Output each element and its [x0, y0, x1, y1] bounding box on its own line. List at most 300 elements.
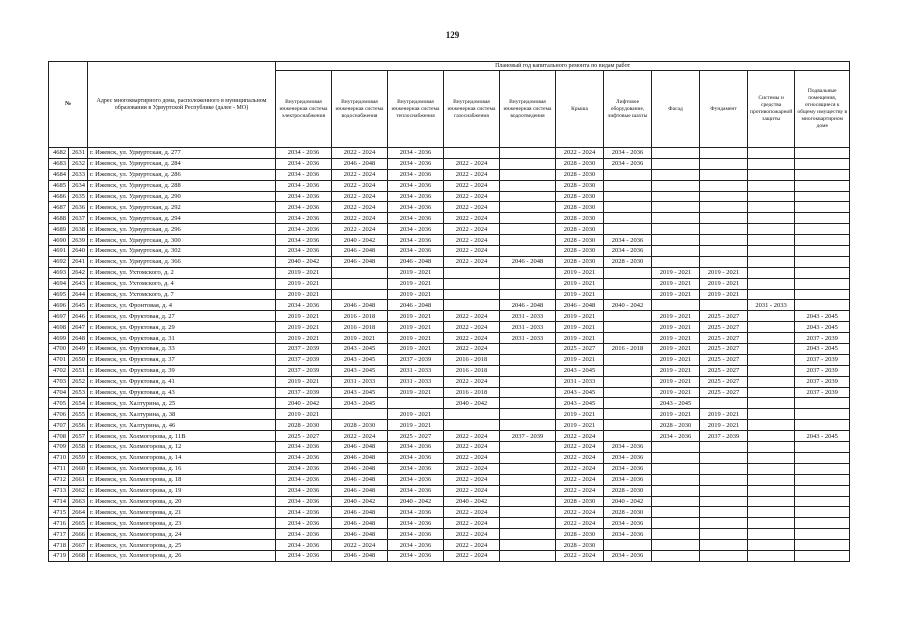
period-cell-sewerage: 2031 - 2033 [500, 322, 556, 333]
period-cell-elevator [604, 333, 652, 344]
period-cell-roof: 2043 - 2045 [556, 398, 604, 409]
period-cell-roof: 2022 - 2024 [556, 463, 604, 474]
period-cell-heating: 2019 - 2021 [388, 289, 444, 300]
period-cell-sewerage [500, 202, 556, 213]
period-cell-gas-supply: 2040 - 2042 [444, 496, 500, 507]
table-row [49, 148, 850, 159]
row-number-cell: 4700 [49, 344, 69, 355]
period-cell-gas-supply: 2022 - 2024 [444, 246, 500, 257]
period-cell-basement [795, 463, 850, 474]
row-number-cell: 4708 [49, 431, 69, 442]
period-cell-heating: 2034 - 2036 [388, 550, 444, 561]
period-cell-electricity: 2034 - 2036 [276, 180, 332, 191]
period-cell-fire-protection: 2031 - 2033 [748, 300, 795, 311]
period-cell-sewerage [500, 507, 556, 518]
row-number-cell: 4703 [49, 376, 69, 387]
table-row [49, 267, 850, 278]
period-cell-electricity: 2019 - 2021 [276, 267, 332, 278]
period-cell-roof: 2028 - 2030 [556, 213, 604, 224]
period-cell-sewerage [500, 420, 556, 431]
period-cell-basement [795, 300, 850, 311]
period-cell-elevator: 2034 - 2036 [604, 518, 652, 529]
address-cell: г. Ижевск, ул. Удмуртская, д. 366 [88, 256, 276, 267]
house-id-cell: 2645 [69, 300, 88, 311]
period-cell-roof: 2019 - 2021 [556, 420, 604, 431]
period-cell-basement [795, 224, 850, 235]
period-cell-elevator [604, 387, 652, 398]
period-cell-foundation: 2037 - 2039 [700, 431, 748, 442]
table-row [49, 333, 850, 344]
period-cell-facade [652, 148, 700, 159]
period-cell-gas-supply: 2022 - 2024 [444, 322, 500, 333]
period-cell-fire-protection [748, 311, 795, 322]
period-cell-foundation [700, 550, 748, 561]
address-cell: г. Ижевск, ул. Холмогорова, д. 12 [88, 442, 276, 453]
period-cell-basement [795, 235, 850, 246]
period-cell-water-supply [332, 409, 388, 420]
table-row [49, 442, 850, 453]
period-cell-heating: 2019 - 2021 [388, 311, 444, 322]
period-cell-fire-protection [748, 202, 795, 213]
period-cell-fire-protection [748, 474, 795, 485]
period-cell-basement [795, 485, 850, 496]
period-cell-basement [795, 289, 850, 300]
period-cell-gas-supply: 2022 - 2024 [444, 158, 500, 169]
period-cell-electricity: 2034 - 2036 [276, 235, 332, 246]
period-cell-water-supply: 2046 - 2048 [332, 529, 388, 540]
period-cell-foundation [700, 148, 748, 159]
period-cell-fire-protection [748, 213, 795, 224]
period-cell-fire-protection [748, 376, 795, 387]
address-cell: г. Ижевск, ул. Фруктовая, д. 29 [88, 322, 276, 333]
address-cell: г. Ижевск, ул. Удмуртская, д. 288 [88, 180, 276, 191]
period-cell-gas-supply: 2022 - 2024 [444, 333, 500, 344]
period-cell-foundation: 2025 - 2027 [700, 322, 748, 333]
period-cell-elevator: 2034 - 2036 [604, 158, 652, 169]
period-cell-facade [652, 452, 700, 463]
period-cell-fire-protection [748, 550, 795, 561]
period-cell-heating: 2034 - 2036 [388, 485, 444, 496]
table-row [49, 246, 850, 257]
row-number-cell: 4704 [49, 387, 69, 398]
period-cell-fire-protection [748, 540, 795, 551]
period-cell-foundation [700, 529, 748, 540]
period-cell-roof: 2022 - 2024 [556, 518, 604, 529]
period-cell-foundation [700, 442, 748, 453]
period-cell-elevator [604, 398, 652, 409]
period-cell-fire-protection [748, 507, 795, 518]
period-cell-elevator [604, 289, 652, 300]
period-cell-electricity: 2019 - 2021 [276, 409, 332, 420]
work-header-water-supply: Внутридомовая инженерная система водоснабжения [332, 71, 388, 148]
period-cell-facade: 2043 - 2045 [652, 398, 700, 409]
period-cell-water-supply: 2016 - 2018 [332, 311, 388, 322]
period-cell-basement [795, 398, 850, 409]
period-cell-foundation: 2025 - 2027 [700, 344, 748, 355]
period-cell-fire-protection [748, 289, 795, 300]
period-cell-electricity: 2019 - 2021 [276, 333, 332, 344]
address-cell: г. Ижевск, ул. Холмогорова, д. 18 [88, 474, 276, 485]
period-cell-roof: 2019 - 2021 [556, 409, 604, 420]
period-cell-heating: 2034 - 2036 [388, 474, 444, 485]
period-cell-facade [652, 256, 700, 267]
period-cell-gas-supply: 2022 - 2024 [444, 344, 500, 355]
period-cell-fire-protection [748, 529, 795, 540]
period-cell-water-supply: 2022 - 2024 [332, 431, 388, 442]
row-number-cell: 4706 [49, 409, 69, 420]
period-cell-roof: 2028 - 2030 [556, 202, 604, 213]
period-cell-fire-protection [748, 365, 795, 376]
address-cell: г. Ижевск, ул. Удмуртская, д. 284 [88, 158, 276, 169]
period-cell-gas-supply: 2022 - 2024 [444, 311, 500, 322]
period-cell-sewerage [500, 246, 556, 257]
address-cell: г. Ижевск, ул. Холмогорова, д. 21 [88, 507, 276, 518]
period-cell-facade: 2019 - 2021 [652, 322, 700, 333]
house-id-cell: 2668 [69, 550, 88, 561]
period-cell-heating: 2031 - 2033 [388, 376, 444, 387]
period-cell-fire-protection [748, 485, 795, 496]
period-cell-heating: 2019 - 2021 [388, 420, 444, 431]
period-cell-heating: 2019 - 2021 [388, 387, 444, 398]
period-cell-foundation [700, 202, 748, 213]
period-cell-heating: 2034 - 2036 [388, 148, 444, 159]
house-id-cell: 2667 [69, 540, 88, 551]
house-id-cell: 2655 [69, 409, 88, 420]
table-row [49, 398, 850, 409]
period-cell-roof: 2028 - 2030 [556, 235, 604, 246]
period-cell-water-supply: 2043 - 2045 [332, 344, 388, 355]
house-id-cell: 2633 [69, 169, 88, 180]
period-cell-gas-supply: 2022 - 2024 [444, 213, 500, 224]
period-cell-gas-supply: 2022 - 2024 [444, 442, 500, 453]
row-number-cell: 4693 [49, 267, 69, 278]
row-number-cell: 4687 [49, 202, 69, 213]
period-cell-electricity: 2034 - 2036 [276, 485, 332, 496]
row-number-cell: 4696 [49, 300, 69, 311]
period-cell-sewerage [500, 409, 556, 420]
period-cell-foundation: 2025 - 2027 [700, 333, 748, 344]
period-cell-basement [795, 518, 850, 529]
row-number-cell: 4682 [49, 148, 69, 159]
period-cell-electricity: 2034 - 2036 [276, 507, 332, 518]
table-row [49, 518, 850, 529]
period-cell-foundation: 2019 - 2021 [700, 289, 748, 300]
period-cell-sewerage [500, 474, 556, 485]
period-cell-fire-protection [748, 496, 795, 507]
period-cell-fire-protection [748, 180, 795, 191]
period-cell-heating [388, 398, 444, 409]
period-cell-water-supply: 2046 - 2048 [332, 507, 388, 518]
address-cell: г. Ижевск, ул. Халтурина, д. 38 [88, 409, 276, 420]
period-cell-basement [795, 246, 850, 257]
table-row [49, 431, 850, 442]
period-cell-roof: 2019 - 2021 [556, 354, 604, 365]
period-cell-elevator: 2034 - 2036 [604, 246, 652, 257]
period-cell-foundation [700, 518, 748, 529]
period-cell-roof: 2028 - 2030 [556, 158, 604, 169]
period-cell-fire-protection [748, 409, 795, 420]
address-cell: г. Ижевск, ул. Холмогорова, д. 26 [88, 550, 276, 561]
address-cell: г. Ижевск, ул. Холмогорова, д. 24 [88, 529, 276, 540]
period-cell-facade [652, 191, 700, 202]
row-number-cell: 4711 [49, 463, 69, 474]
period-cell-gas-supply [444, 267, 500, 278]
period-cell-roof: 2022 - 2024 [556, 452, 604, 463]
period-cell-roof: 2022 - 2024 [556, 148, 604, 159]
house-id-cell: 2638 [69, 224, 88, 235]
address-cell: г. Ижевск, ул. Ухтомского, д. 2 [88, 267, 276, 278]
address-cell: г. Ижевск, ул. Холмогорова, д. 16 [88, 463, 276, 474]
period-cell-fire-protection [748, 431, 795, 442]
period-cell-elevator [604, 180, 652, 191]
work-header-heating: Внутридомовая инженерная система теплоснабжения [388, 71, 444, 148]
work-header-roof: Крыша [556, 71, 604, 148]
period-cell-facade [652, 518, 700, 529]
period-cell-sewerage: 2031 - 2033 [500, 333, 556, 344]
period-cell-roof: 2028 - 2030 [556, 256, 604, 267]
period-cell-roof: 2019 - 2021 [556, 289, 604, 300]
period-cell-elevator [604, 365, 652, 376]
work-header-foundation: Фундамент [700, 71, 748, 148]
period-cell-water-supply: 2046 - 2048 [332, 246, 388, 257]
period-cell-gas-supply: 2022 - 2024 [444, 256, 500, 267]
period-cell-fire-protection [748, 235, 795, 246]
plan-group-header: Плановый год капитального ремонта по видам работ [276, 62, 850, 71]
period-cell-roof: 2019 - 2021 [556, 311, 604, 322]
house-id-cell: 2651 [69, 365, 88, 376]
period-cell-facade: 2019 - 2021 [652, 278, 700, 289]
period-cell-basement [795, 180, 850, 191]
period-cell-sewerage [500, 463, 556, 474]
house-id-cell: 2653 [69, 387, 88, 398]
period-cell-sewerage [500, 344, 556, 355]
period-cell-fire-protection [748, 354, 795, 365]
house-id-cell: 2665 [69, 518, 88, 529]
address-cell: г. Ижевск, ул. Фруктовая, д. 43 [88, 387, 276, 398]
period-cell-facade [652, 213, 700, 224]
period-cell-foundation [700, 169, 748, 180]
period-cell-basement [795, 256, 850, 267]
period-cell-gas-supply [444, 278, 500, 289]
house-id-cell: 2647 [69, 322, 88, 333]
period-cell-heating: 2034 - 2036 [388, 463, 444, 474]
period-cell-facade: 2019 - 2021 [652, 354, 700, 365]
period-cell-gas-supply: 2022 - 2024 [444, 224, 500, 235]
period-cell-gas-supply [444, 420, 500, 431]
table-row [49, 169, 850, 180]
period-cell-gas-supply: 2016 - 2018 [444, 365, 500, 376]
period-cell-heating: 2019 - 2021 [388, 344, 444, 355]
period-cell-gas-supply: 2016 - 2018 [444, 354, 500, 365]
period-cell-roof: 2043 - 2045 [556, 387, 604, 398]
period-cell-gas-supply: 2022 - 2024 [444, 540, 500, 551]
period-cell-sewerage [500, 387, 556, 398]
period-cell-roof: 2019 - 2021 [556, 333, 604, 344]
period-cell-roof: 2019 - 2021 [556, 278, 604, 289]
period-cell-facade [652, 202, 700, 213]
period-cell-sewerage [500, 191, 556, 202]
period-cell-elevator [604, 420, 652, 431]
table-row [49, 387, 850, 398]
table-row [49, 452, 850, 463]
house-id-cell: 2639 [69, 235, 88, 246]
period-cell-heating: 2034 - 2036 [388, 507, 444, 518]
period-cell-roof: 2028 - 2030 [556, 169, 604, 180]
period-cell-heating: 2031 - 2033 [388, 365, 444, 376]
period-cell-basement [795, 169, 850, 180]
period-cell-gas-supply: 2022 - 2024 [444, 474, 500, 485]
row-number-cell: 4683 [49, 158, 69, 169]
period-cell-gas-supply: 2022 - 2024 [444, 507, 500, 518]
period-cell-roof: 2028 - 2030 [556, 191, 604, 202]
period-cell-heating: 2019 - 2021 [388, 333, 444, 344]
period-cell-sewerage [500, 365, 556, 376]
period-cell-fire-protection [748, 169, 795, 180]
period-cell-basement [795, 507, 850, 518]
period-cell-roof: 2022 - 2024 [556, 474, 604, 485]
period-cell-electricity: 2034 - 2036 [276, 496, 332, 507]
period-cell-foundation [700, 256, 748, 267]
period-cell-foundation [700, 191, 748, 202]
period-cell-foundation [700, 180, 748, 191]
period-cell-elevator [604, 213, 652, 224]
address-cell: г. Ижевск, ул. Удмуртская, д. 296 [88, 224, 276, 235]
period-cell-foundation: 2025 - 2027 [700, 365, 748, 376]
period-cell-basement [795, 420, 850, 431]
period-cell-foundation [700, 158, 748, 169]
period-cell-water-supply: 2046 - 2048 [332, 518, 388, 529]
period-cell-gas-supply: 2022 - 2024 [444, 376, 500, 387]
period-cell-facade [652, 169, 700, 180]
period-cell-heating: 2034 - 2036 [388, 452, 444, 463]
period-cell-heating: 2019 - 2021 [388, 322, 444, 333]
period-cell-gas-supply: 2022 - 2024 [444, 518, 500, 529]
period-cell-sewerage [500, 540, 556, 551]
period-cell-facade: 2019 - 2021 [652, 289, 700, 300]
row-number-cell: 4710 [49, 452, 69, 463]
period-cell-electricity: 2034 - 2036 [276, 442, 332, 453]
period-cell-facade: 2034 - 2036 [652, 431, 700, 442]
period-cell-fire-protection [748, 398, 795, 409]
house-id-cell: 2656 [69, 420, 88, 431]
period-cell-fire-protection [748, 148, 795, 159]
period-cell-water-supply: 2022 - 2024 [332, 224, 388, 235]
period-cell-elevator: 2034 - 2036 [604, 463, 652, 474]
period-cell-gas-supply: 2022 - 2024 [444, 235, 500, 246]
period-cell-electricity: 2019 - 2021 [276, 278, 332, 289]
period-cell-roof: 2028 - 2030 [556, 180, 604, 191]
period-cell-heating: 2034 - 2036 [388, 180, 444, 191]
address-cell: г. Ижевск, ул. Фруктовая, д. 37 [88, 354, 276, 365]
table-row [49, 289, 850, 300]
period-cell-electricity: 2034 - 2036 [276, 550, 332, 561]
period-cell-heating: 2040 - 2042 [388, 496, 444, 507]
period-cell-heating: 2019 - 2021 [388, 267, 444, 278]
period-cell-foundation: 2025 - 2027 [700, 311, 748, 322]
period-cell-fire-protection [748, 246, 795, 257]
period-cell-electricity: 2037 - 2039 [276, 344, 332, 355]
period-cell-water-supply: 2043 - 2045 [332, 387, 388, 398]
period-cell-facade [652, 300, 700, 311]
period-cell-electricity: 2034 - 2036 [276, 191, 332, 202]
period-cell-electricity: 2034 - 2036 [276, 452, 332, 463]
period-cell-roof: 2046 - 2048 [556, 300, 604, 311]
address-cell: г. Ижевск, ул. Холмогорова, д. 20 [88, 496, 276, 507]
house-id-cell: 2641 [69, 256, 88, 267]
house-id-cell: 2659 [69, 452, 88, 463]
period-cell-roof: 2028 - 2030 [556, 540, 604, 551]
period-cell-heating: 2034 - 2036 [388, 529, 444, 540]
period-cell-basement [795, 158, 850, 169]
period-cell-basement: 2037 - 2039 [795, 387, 850, 398]
period-cell-electricity: 2034 - 2036 [276, 224, 332, 235]
period-cell-electricity: 2034 - 2036 [276, 158, 332, 169]
house-id-cell: 2640 [69, 246, 88, 257]
period-cell-heating: 2046 - 2048 [388, 300, 444, 311]
period-cell-roof: 2028 - 2030 [556, 529, 604, 540]
period-cell-electricity: 2034 - 2036 [276, 540, 332, 551]
period-cell-gas-supply [444, 300, 500, 311]
table-row [49, 529, 850, 540]
work-header-fire-protection: Системы и средства противопожарной защиты [748, 71, 795, 148]
page-number: 129 [445, 30, 460, 40]
table-row [49, 278, 850, 289]
house-id-cell: 2635 [69, 191, 88, 202]
table-row [49, 376, 850, 387]
period-cell-facade [652, 224, 700, 235]
period-cell-sewerage [500, 550, 556, 561]
work-header-facade: Фасад [652, 71, 700, 148]
period-cell-water-supply: 2043 - 2045 [332, 354, 388, 365]
table-row [49, 191, 850, 202]
period-cell-elevator [604, 278, 652, 289]
period-cell-gas-supply: 2022 - 2024 [444, 180, 500, 191]
row-number-cell: 4694 [49, 278, 69, 289]
address-cell: г. Ижевск, ул. Халтурина, д. 46 [88, 420, 276, 431]
period-cell-elevator [604, 224, 652, 235]
period-cell-water-supply: 2022 - 2024 [332, 540, 388, 551]
work-header-gas-supply: Внутридомовая инженерная система газоснабжения [444, 71, 500, 148]
table-row [49, 300, 850, 311]
period-cell-basement: 2043 - 2045 [795, 431, 850, 442]
house-id-cell: 2643 [69, 278, 88, 289]
period-cell-elevator [604, 202, 652, 213]
period-cell-roof: 2022 - 2024 [556, 442, 604, 453]
row-number-cell: 4701 [49, 354, 69, 365]
house-id-cell: 2632 [69, 158, 88, 169]
period-cell-roof: 2022 - 2024 [556, 507, 604, 518]
address-cell: г. Ижевск, ул. Удмуртская, д. 290 [88, 191, 276, 202]
period-cell-foundation [700, 540, 748, 551]
house-id-cell: 2650 [69, 354, 88, 365]
period-cell-water-supply: 2046 - 2048 [332, 158, 388, 169]
period-cell-foundation [700, 452, 748, 463]
row-number-cell: 4697 [49, 311, 69, 322]
period-cell-facade [652, 158, 700, 169]
table-row [49, 322, 850, 333]
period-cell-sewerage [500, 452, 556, 463]
period-cell-sewerage: 2031 - 2033 [500, 311, 556, 322]
period-cell-fire-protection [748, 344, 795, 355]
period-cell-sewerage [500, 235, 556, 246]
address-cell: г. Ижевск, ул. Удмуртская, д. 302 [88, 246, 276, 257]
period-cell-water-supply: 2046 - 2048 [332, 485, 388, 496]
address-cell: г. Ижевск, ул. Ухтомского, д. 7 [88, 289, 276, 300]
period-cell-elevator [604, 322, 652, 333]
period-cell-roof: 2031 - 2033 [556, 376, 604, 387]
row-number-cell: 4712 [49, 474, 69, 485]
period-cell-fire-protection [748, 256, 795, 267]
